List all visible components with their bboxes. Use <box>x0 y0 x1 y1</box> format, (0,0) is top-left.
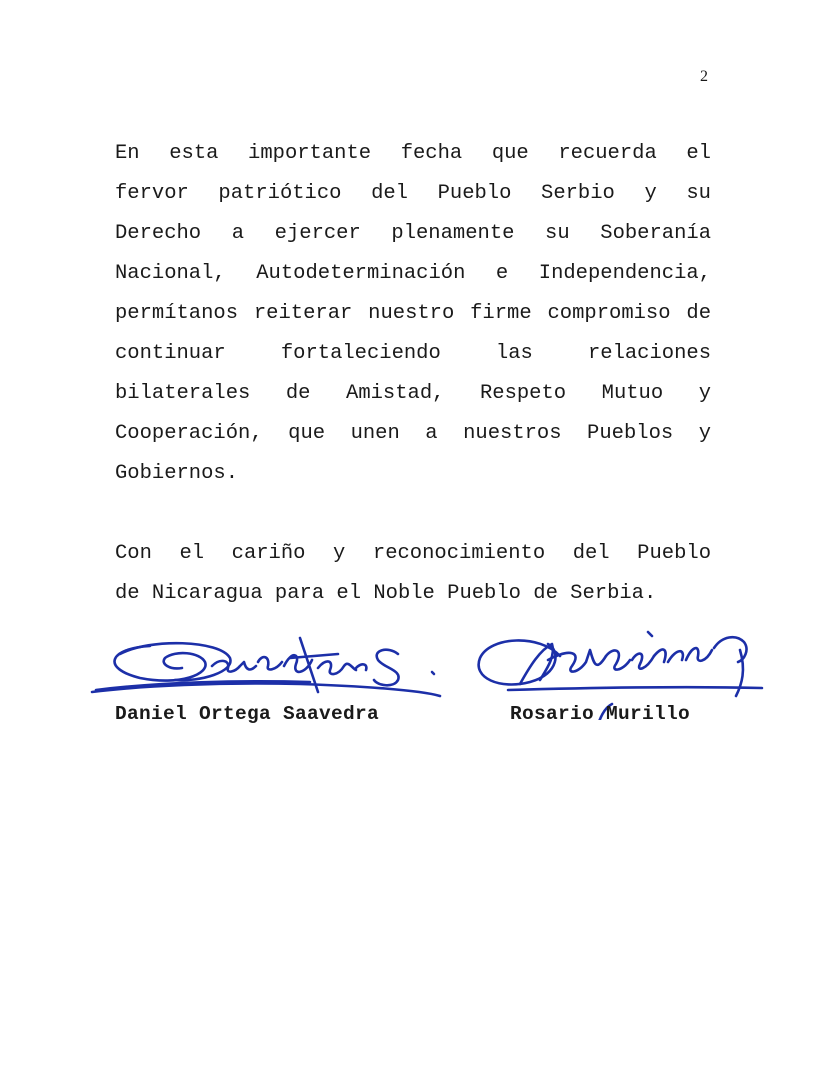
paragraph-1-line: Cooperación, que unen a nuestros Pueblos y <box>115 422 711 445</box>
paragraph-1-line: Derecho a ejercer plenamente su Soberanía <box>115 222 711 245</box>
paragraph-1-line: continuar fortaleciendo las relaciones <box>115 342 711 365</box>
paragraph-2-line: Con el cariño y reconocimiento del Pueblo <box>115 542 711 565</box>
page-number: 2 <box>700 68 708 85</box>
signature-daniel-ortega-image <box>92 638 440 696</box>
paragraph-2-last-line: de Nicaragua para el Noble Pueblo de Serbia. <box>115 582 657 605</box>
paragraph-1-line: fervor patriótico del Pueblo Serbio y su <box>115 182 711 205</box>
signer-name-daniel-ortega: Daniel Ortega Saavedra <box>115 703 380 725</box>
paragraph-1 <box>115 134 711 454</box>
paragraph-1-last-line: Gobiernos. <box>115 462 239 485</box>
paragraph-1-line: permítanos reiterar nuestro firme compromiso de <box>115 302 711 325</box>
signer-name-rosario-murillo: Rosario Murillo <box>510 703 691 725</box>
paragraph-1-line: En esta importante fecha que recuerda el <box>115 142 711 165</box>
paragraph-1-line: Nacional, Autodeterminación e Independencia, <box>115 262 711 285</box>
paragraph-1-line: bilaterales de Amistad, Respeto Mutuo y <box>115 382 711 405</box>
